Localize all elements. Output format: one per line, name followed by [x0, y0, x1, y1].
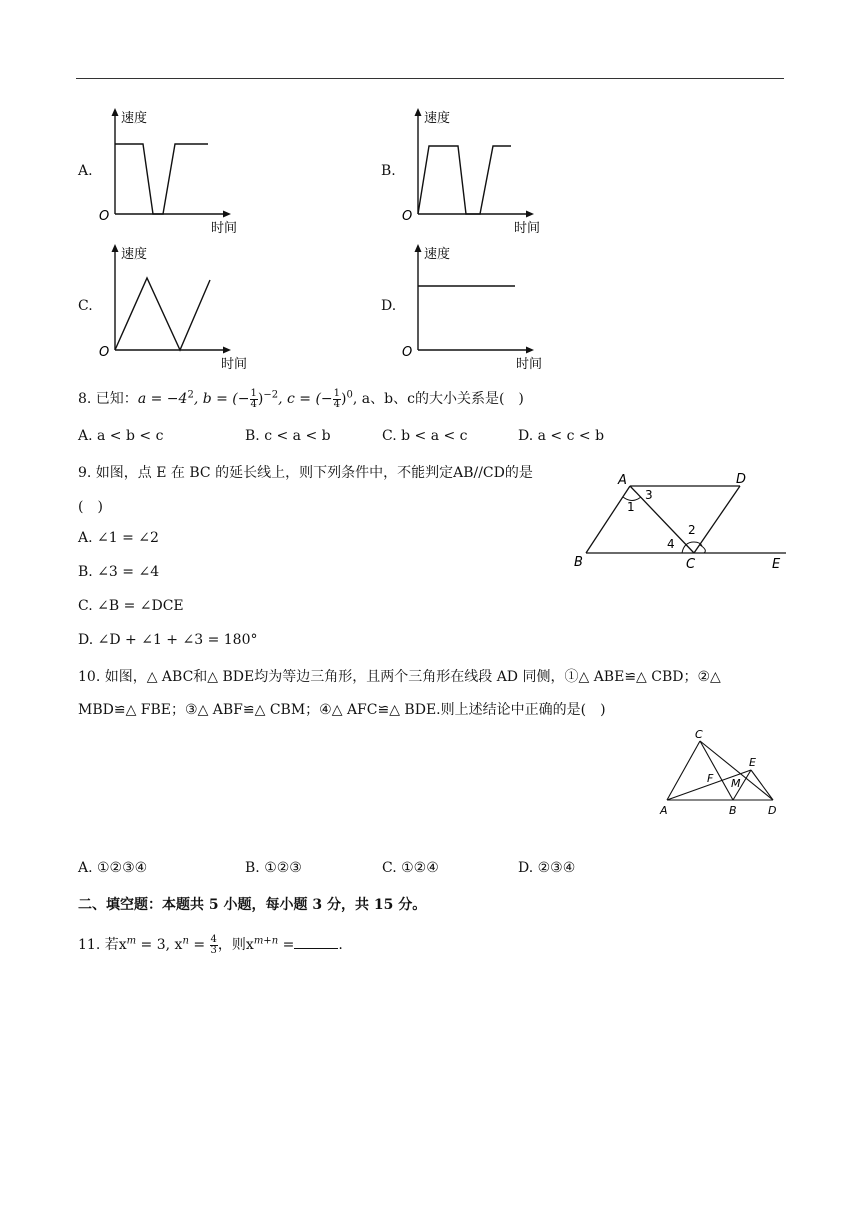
q8-b-exp: −2 — [263, 389, 279, 401]
q11-stem — [78, 934, 343, 956]
q8-b-frac — [250, 389, 258, 410]
q9-option-c[interactable]: C. ∠B = ∠DCE — [78, 598, 184, 614]
q11-frac — [210, 935, 218, 956]
q8-c-num: 1 — [333, 387, 341, 399]
option-a-label[interactable]: A. — [78, 163, 93, 179]
q8-a-exp: 2 — [187, 389, 194, 401]
q8-option-c[interactable]: C. b < a < c — [382, 428, 468, 444]
q9-point-c: C — [686, 557, 696, 572]
q9-point-a: A — [618, 473, 627, 488]
q9-point-b: B — [574, 555, 583, 570]
origin-label: O — [402, 209, 413, 224]
option-b-label[interactable]: B. — [381, 163, 396, 179]
q8-option-d[interactable]: D. a < c < b — [518, 428, 605, 444]
q8-c-expr: , c = (− — [278, 391, 333, 407]
option-d-label[interactable]: D. — [381, 298, 397, 314]
q8-a-expr: a = −4 — [137, 391, 188, 407]
q11-end: . — [338, 937, 343, 953]
y-axis-label: 速度 — [424, 111, 451, 126]
origin-label: O — [99, 209, 110, 224]
origin-label: O — [99, 345, 110, 360]
q8-c-exp: 0 — [346, 389, 353, 401]
q10-figure — [652, 724, 788, 820]
q9-point-d: D — [736, 472, 747, 487]
graph-d — [398, 242, 558, 372]
q11-answer-blank[interactable] — [294, 936, 338, 949]
q10-point-c: C — [695, 728, 703, 741]
q11-mn-exp: m+n — [253, 935, 279, 947]
q9-angle-3: 3 — [645, 488, 653, 502]
q11-den: 3 — [210, 944, 217, 956]
q10-point-a: A — [660, 804, 668, 817]
q9-point-e: E — [772, 557, 781, 572]
q9-angle-1: 1 — [627, 500, 635, 514]
q11-mid3: ，则x — [217, 937, 254, 953]
q8-c-den: 4 — [333, 398, 341, 410]
y-axis-label: 速度 — [424, 247, 451, 262]
q11-mid2: = — [188, 937, 210, 953]
section-2-title: 二、填空题：本题共 5 小题，每小题 3 分，共 15 分。 — [78, 897, 427, 913]
graph-c — [95, 242, 255, 372]
q9-stem-line1: 9. 如图，点 E 在 BC 的延长线上，则下列条件中，不能判定AB//CD的是 — [78, 465, 533, 481]
y-axis-label: 速度 — [121, 111, 148, 126]
q9-angle-2: 2 — [688, 523, 696, 537]
q11-num: 4 — [210, 933, 217, 945]
q11-m-exp: m — [126, 935, 137, 947]
q9-option-b[interactable]: B. ∠3 = ∠4 — [78, 564, 160, 580]
x-axis-label: 时间 — [514, 221, 541, 236]
q8-option-a[interactable]: A. a < b < c — [78, 428, 164, 444]
q10-point-b: B — [729, 804, 737, 817]
q9-figure — [568, 466, 790, 576]
q8-suffix: , a、b、c的大小关系是( ) — [352, 391, 524, 407]
q10-option-c[interactable]: C. ①②④ — [382, 860, 439, 876]
q10-point-f: F — [707, 772, 714, 785]
origin-label: O — [402, 345, 413, 360]
q8-b-den: 4 — [250, 398, 257, 410]
graph-b — [398, 106, 558, 236]
q11-prefix: 11. 若x — [78, 937, 127, 953]
header-rule — [76, 78, 784, 79]
x-axis-label: 时间 — [211, 221, 238, 236]
x-axis-label: 时间 — [221, 357, 248, 372]
q10-option-a[interactable]: A. ①②③④ — [78, 860, 148, 876]
q10-option-d[interactable]: D. ②③④ — [518, 860, 576, 876]
q11-suffix: = — [278, 937, 295, 953]
q10-stem-line1: 10. 如图，△ ABC和△ BDE均为等边三角形，且两个三角形在线段 AD 同侧，①△ ABE≌△ CBD；②△ — [78, 669, 721, 685]
q10-stem-line2: MBD≌△ FBE；③△ ABF≌△ CBM；④△ AFC≌△ BDE.则上述结论中正确的是( ) — [78, 702, 606, 718]
q10-point-m: M — [731, 777, 741, 790]
graph-a — [95, 106, 255, 236]
q11-n-exp: n — [182, 935, 189, 947]
q8-c-frac — [333, 389, 341, 410]
q8-b-num: 1 — [250, 387, 257, 399]
q10-point-d: D — [768, 804, 777, 817]
x-axis-label: 时间 — [516, 357, 543, 372]
q10-option-b[interactable]: B. ①②③ — [245, 860, 302, 876]
option-c-label[interactable]: C. — [78, 298, 93, 314]
q8-b-expr: , b = (− — [193, 391, 250, 407]
q8-prefix: 8. 已知： — [78, 391, 138, 407]
q8-stem: 8. 已知：$a = -4^2$, b = (− $\frac{1}{4}$ )$^{-2}$, c = (− $\frac{1}{4}$ )$^0$, a、b、c的大小关系是( ) — [78, 387, 524, 410]
q8-option-b[interactable]: B. c < a < b — [245, 428, 331, 444]
q9-stem-line2: ( ) — [78, 499, 103, 515]
q9-option-d[interactable]: D. ∠D + ∠1 + ∠3 = 180° — [78, 632, 258, 648]
q9-option-a[interactable]: A. ∠1 = ∠2 — [78, 530, 159, 546]
q10-point-e: E — [749, 756, 756, 769]
q11-mid1: = 3, x — [136, 937, 183, 953]
y-axis-label: 速度 — [121, 247, 148, 262]
q9-angle-4: 4 — [667, 537, 675, 551]
